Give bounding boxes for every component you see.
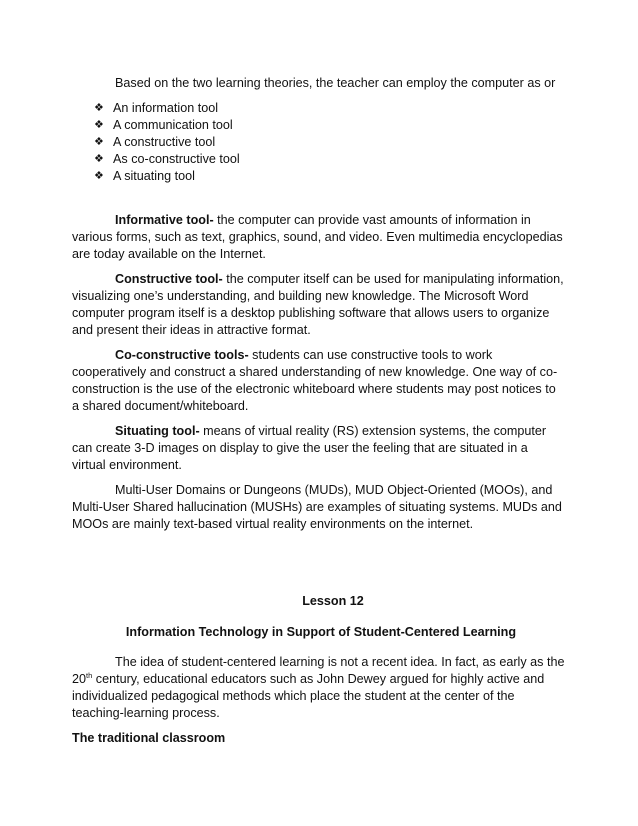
- intro-sentence: Based on the two learning theories, the teacher can employ the computer as or: [115, 76, 556, 90]
- paragraph-text: 20: [72, 672, 87, 686]
- paragraph-text: various forms, such as text, graphics, sound, and video. Even multimedia encyclopedias: [72, 230, 563, 244]
- paragraph-text: MOOs are mainly text-based virtual reality environments on the internet.: [72, 517, 474, 531]
- paragraph-text: means of virtual reality (RS) extension systems, the computer: [199, 424, 547, 438]
- paragraph-text: Multi-User Domains or Dungeons (MUDs), MUD Object-Oriented (MOOs), and: [115, 483, 553, 497]
- paragraph-text: visualizing one’s understanding, and building new knowledge. The Microsoft Word: [72, 289, 529, 303]
- co-constructive-tools-term: Co-constructive tools-: [115, 348, 249, 362]
- paragraph-text: the computer can provide vast amounts of information in: [213, 213, 531, 227]
- diamond-bullet-icon: ❖: [94, 102, 104, 114]
- diamond-bullet-icon: ❖: [94, 170, 104, 182]
- paragraph-text: teaching-learning process.: [72, 706, 220, 720]
- lesson-number-heading: Lesson 12: [302, 594, 364, 608]
- bullet-text: An information tool: [113, 101, 219, 115]
- informative-tool-term: Informative tool-: [115, 213, 214, 227]
- paragraph-text: can create 3-D images on display to give the user the feeling that are situated in a: [72, 441, 528, 455]
- paragraph-text: the computer itself can be used for manipulating information,: [222, 272, 564, 286]
- paragraph-text: and present their ideas in attractive format.: [72, 323, 311, 337]
- lesson-title-heading: Information Technology in Support of Student-Centered Learning: [125, 625, 517, 639]
- diamond-bullet-icon: ❖: [94, 119, 104, 131]
- paragraph-text: individualized pedagogical methods which place the student at the center of the: [72, 689, 515, 703]
- traditional-classroom-heading: The traditional classroom: [72, 731, 226, 745]
- ordinal-superscript: th: [86, 671, 93, 680]
- diamond-bullet-icon: ❖: [94, 153, 104, 165]
- constructive-tool-term: Constructive tool-: [115, 272, 223, 286]
- bullet-text: A communication tool: [113, 118, 233, 132]
- bullet-text: A constructive tool: [113, 135, 216, 149]
- paragraph-text: The idea of student-centered learning is not a recent idea. In fact, as early as the: [115, 655, 565, 669]
- paragraph-text: are today available on the Internet.: [72, 247, 266, 261]
- paragraph-text: construction is the use of the electronic whiteboard where students may post notices to: [72, 382, 556, 396]
- paragraph-text: Multi-User Shared hallucination (MUSHs) are examples of situating systems. MUDs and: [72, 500, 562, 514]
- paragraph-text: a shared document/whiteboard.: [72, 399, 249, 413]
- paragraph-text: virtual environment.: [72, 458, 182, 472]
- paragraph-text: cooperatively and construct a shared understanding of new knowledge. One way of co-: [72, 365, 558, 379]
- bullet-text: A situating tool: [113, 169, 195, 183]
- paragraph-text: students can use constructive tools to work: [248, 348, 493, 362]
- bullet-text: As co-constructive tool: [113, 152, 240, 166]
- paragraph-text: century, educational educators such as John Dewey argued for highly active and: [92, 672, 545, 686]
- paragraph-text: computer program itself is a desktop publishing software that allows users to organize: [72, 306, 550, 320]
- situating-tool-term: Situating tool-: [115, 424, 200, 438]
- diamond-bullet-icon: ❖: [94, 136, 104, 148]
